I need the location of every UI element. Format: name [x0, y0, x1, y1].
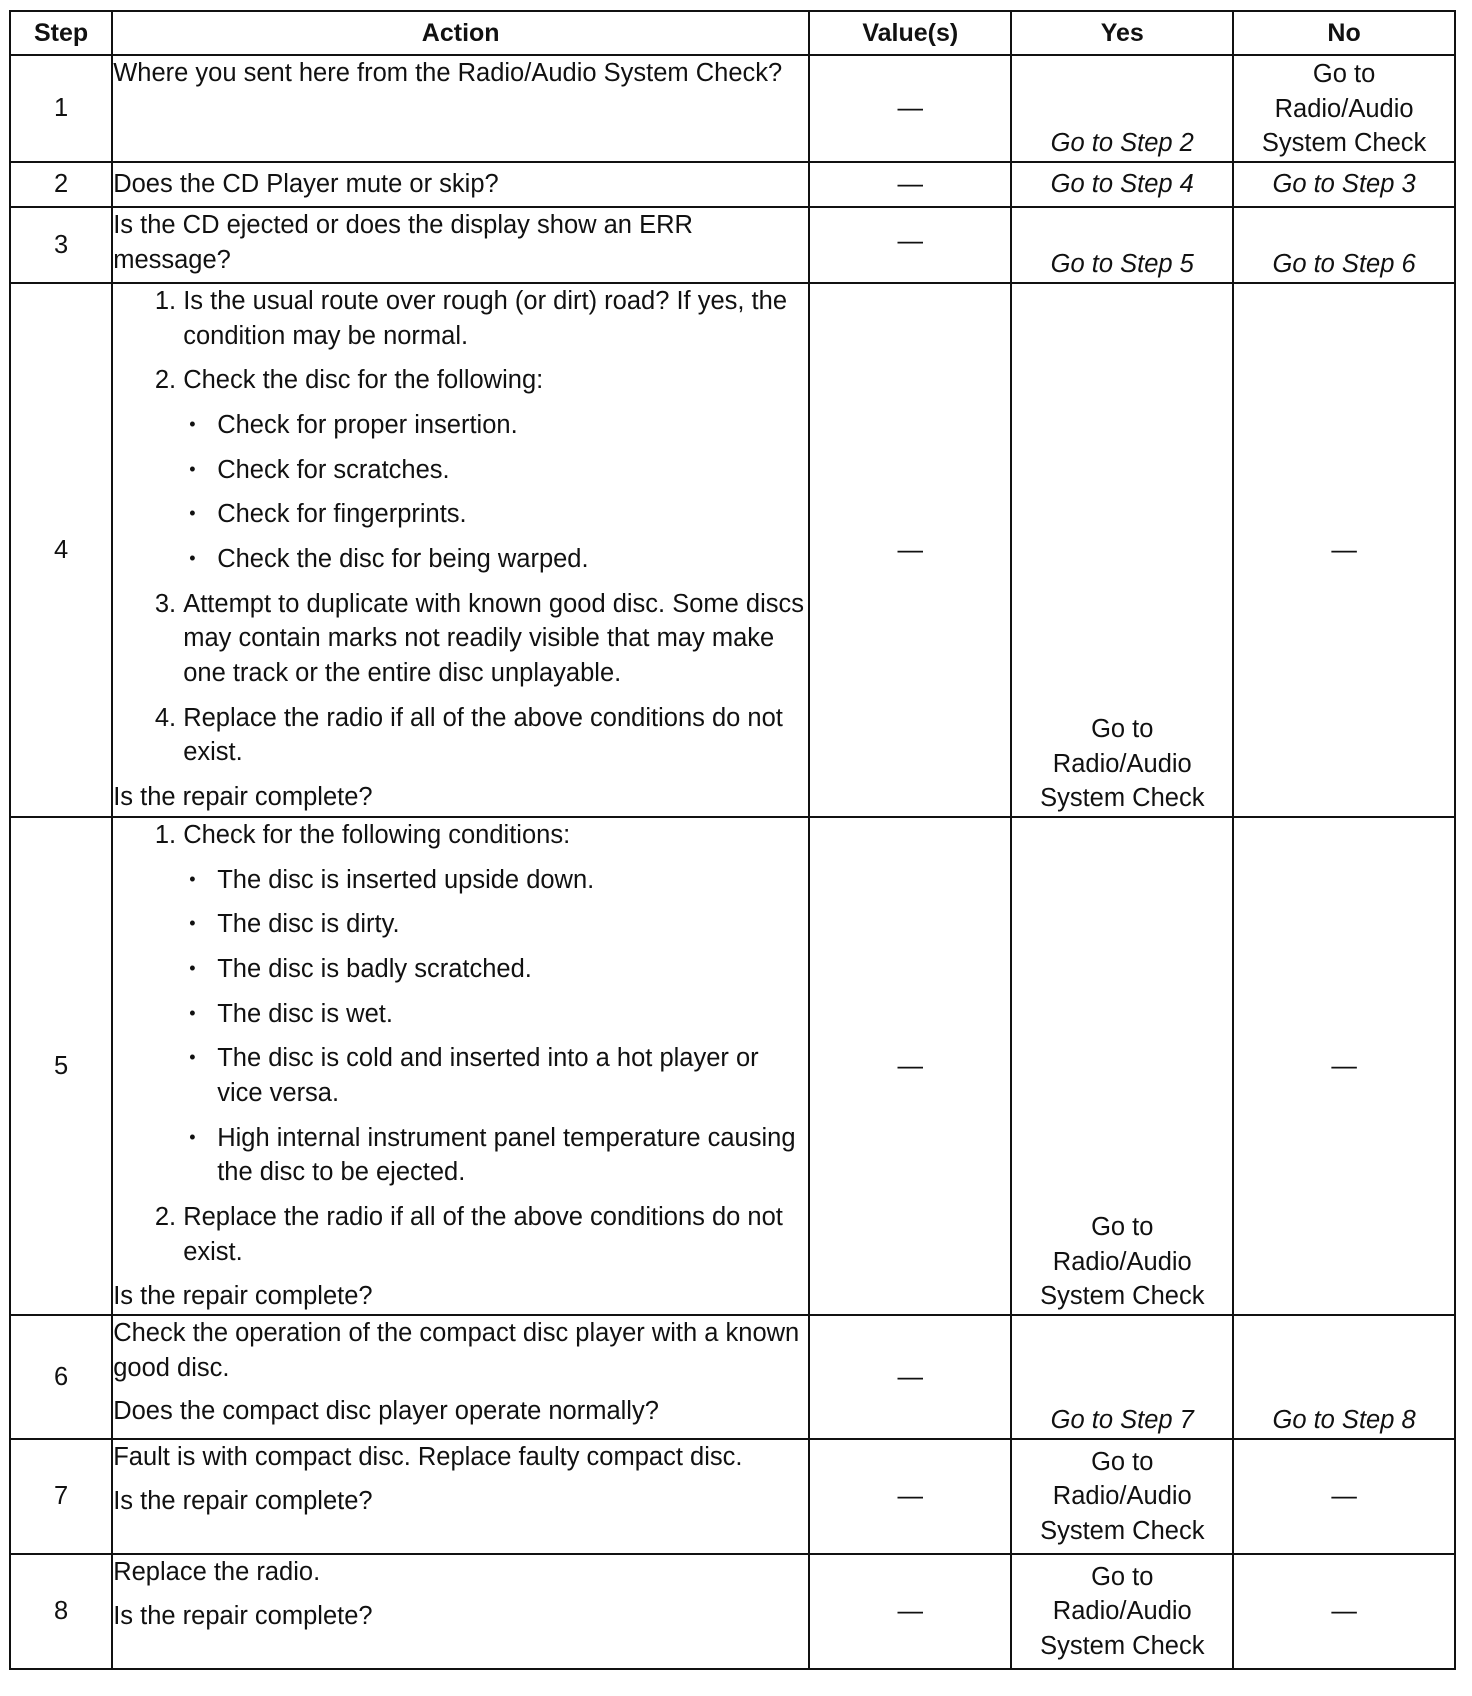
bullet-item: • The disc is dirty. — [215, 907, 808, 942]
yes-text-line: Go to — [1091, 1562, 1154, 1591]
yes-cell — [1011, 283, 1233, 817]
bullet-item: • Check the disc for being warped. — [215, 542, 808, 577]
bullet-item: • Check for scratches. — [215, 453, 808, 488]
action-step — [183, 363, 808, 576]
action-question: Does the compact disc player operate normally? — [113, 1397, 659, 1426]
action-steps-list — [113, 818, 808, 1269]
table-row — [10, 1554, 1455, 1669]
action-cell — [112, 55, 809, 162]
yes-text-line: Radio/Audio — [1052, 1247, 1192, 1276]
table-row — [10, 283, 1455, 817]
action-cell — [112, 1554, 809, 1669]
yes-text-line: System Check — [1040, 1282, 1205, 1311]
step-number: 5 — [10, 817, 112, 1315]
yes-text-line: Go to — [1091, 1447, 1154, 1476]
step-number: 7 — [10, 1439, 112, 1554]
bullet-item: • The disc is wet. — [215, 997, 808, 1032]
action-question: Is the repair complete? — [113, 1601, 373, 1630]
yes-text-line: System Check — [1040, 1516, 1205, 1545]
table-row — [10, 817, 1455, 1315]
bullet-item: • Check for fingerprints. — [215, 497, 808, 532]
yes-cell — [1011, 1554, 1233, 1669]
value-cell: — — [809, 55, 1011, 162]
header-step: Step — [10, 11, 112, 55]
header-yes: Yes — [1011, 11, 1233, 55]
step-number: 4 — [10, 283, 112, 817]
value-cell: — — [809, 207, 1011, 283]
yes-cell: Go to Step 5 — [1011, 207, 1233, 283]
action-question: Is the repair complete? — [113, 1282, 373, 1311]
no-text-line: System Check — [1261, 129, 1427, 158]
value-cell: — — [809, 1315, 1011, 1439]
yes-text-line: Radio/Audio — [1052, 1482, 1192, 1511]
no-text-line: Radio/Audio — [1274, 94, 1414, 123]
diagnostic-table — [9, 10, 1456, 1670]
value-cell: — — [809, 1554, 1011, 1669]
action-cell — [112, 283, 809, 817]
no-cell: — — [1233, 1439, 1455, 1554]
yes-cell: Go to Step 4 — [1011, 162, 1233, 207]
action-cell — [112, 1315, 809, 1439]
yes-cell — [1011, 1439, 1233, 1554]
action-text: Does the CD Player mute or skip? — [113, 170, 499, 199]
action-text: Check the operation of the compact disc player with a known good disc. — [113, 1319, 800, 1382]
step-number: 2 — [10, 162, 112, 207]
no-cell: — — [1233, 817, 1455, 1315]
yes-text-line: Go to — [1091, 1213, 1154, 1242]
no-cell: Go to Step 3 — [1233, 162, 1455, 207]
bullet-item: • The disc is badly scratched. — [215, 952, 808, 987]
action-question: Is the repair complete? — [113, 1486, 373, 1515]
yes-text-line: System Check — [1040, 784, 1205, 813]
bullet-item: • The disc is cold and inserted into a hot player or vice versa. — [215, 1041, 808, 1110]
step-number: 1 — [10, 55, 112, 162]
action-text: Fault is with compact disc. Replace faulty compact disc. — [113, 1443, 743, 1472]
yes-cell: Go to Step 2 — [1011, 55, 1233, 162]
no-cell: — — [1233, 283, 1455, 817]
action-steps-list — [113, 284, 808, 770]
value-cell: — — [809, 1439, 1011, 1554]
yes-cell: Go to Step 7 — [1011, 1315, 1233, 1439]
table-row — [10, 1439, 1455, 1554]
header-no: No — [1233, 11, 1455, 55]
yes-text-line: Go to — [1091, 714, 1154, 743]
bullet-item: • The disc is inserted upside down. — [215, 863, 808, 898]
yes-text-line: Radio/Audio — [1052, 1597, 1192, 1626]
bullet-item: • Check for proper insertion. — [215, 408, 808, 443]
table-row — [10, 55, 1455, 162]
action-step — [183, 1200, 808, 1269]
value-cell: — — [809, 817, 1011, 1315]
step-number: 3 — [10, 207, 112, 283]
yes-text-line: System Check — [1040, 1631, 1205, 1660]
value-cell: — — [809, 283, 1011, 817]
header-action: Action — [112, 11, 809, 55]
action-step — [183, 701, 808, 770]
value-cell: — — [809, 162, 1011, 207]
action-cell — [112, 207, 809, 283]
action-step — [183, 587, 808, 691]
action-step-text: Replace the radio if all of the above conditions do not exist. — [183, 703, 783, 767]
no-cell: Go to Step 6 — [1233, 207, 1455, 283]
header-values: Value(s) — [809, 11, 1011, 55]
table-header-row — [10, 11, 1455, 55]
action-step-text: Replace the radio if all of the above conditions do not exist. — [183, 1203, 783, 1266]
action-cell — [112, 1439, 809, 1554]
action-step-text: Attempt to duplicate with known good disc. Some discs may contain marks not readily visible that may make one track or the entire disc unplayable. — [183, 589, 805, 688]
action-step-text: Check for the following conditions: — [183, 821, 571, 849]
table-row — [10, 162, 1455, 207]
no-cell — [1233, 55, 1455, 162]
table-row — [10, 1315, 1455, 1439]
step-number: 6 — [10, 1315, 112, 1439]
step-number: 8 — [10, 1554, 112, 1669]
action-cell — [112, 162, 809, 207]
no-text-line: Go to — [1312, 59, 1376, 88]
action-question: Is the repair complete? — [113, 783, 373, 812]
bullet-list — [183, 863, 808, 1190]
action-step-text: Is the usual route over rough (or dirt) road? If yes, the condition may be normal. — [183, 287, 788, 350]
yes-cell — [1011, 817, 1233, 1315]
action-text: Where you sent here from the Radio/Audio System Check? — [113, 59, 783, 87]
bullet-list — [183, 408, 808, 577]
no-cell: Go to Step 8 — [1233, 1315, 1455, 1439]
no-cell: — — [1233, 1554, 1455, 1669]
action-text: Replace the radio. — [113, 1558, 321, 1587]
action-text: Is the CD ejected or does the display show an ERR message? — [113, 211, 693, 274]
bullet-item: • High internal instrument panel temperature causing the disc to be ejected. — [215, 1121, 808, 1190]
action-step — [183, 284, 808, 353]
action-step-text: Check the disc for the following: — [183, 366, 544, 395]
action-cell — [112, 817, 809, 1315]
yes-text-line: Radio/Audio — [1052, 749, 1192, 778]
table-row — [10, 207, 1455, 283]
action-step — [183, 818, 808, 1190]
